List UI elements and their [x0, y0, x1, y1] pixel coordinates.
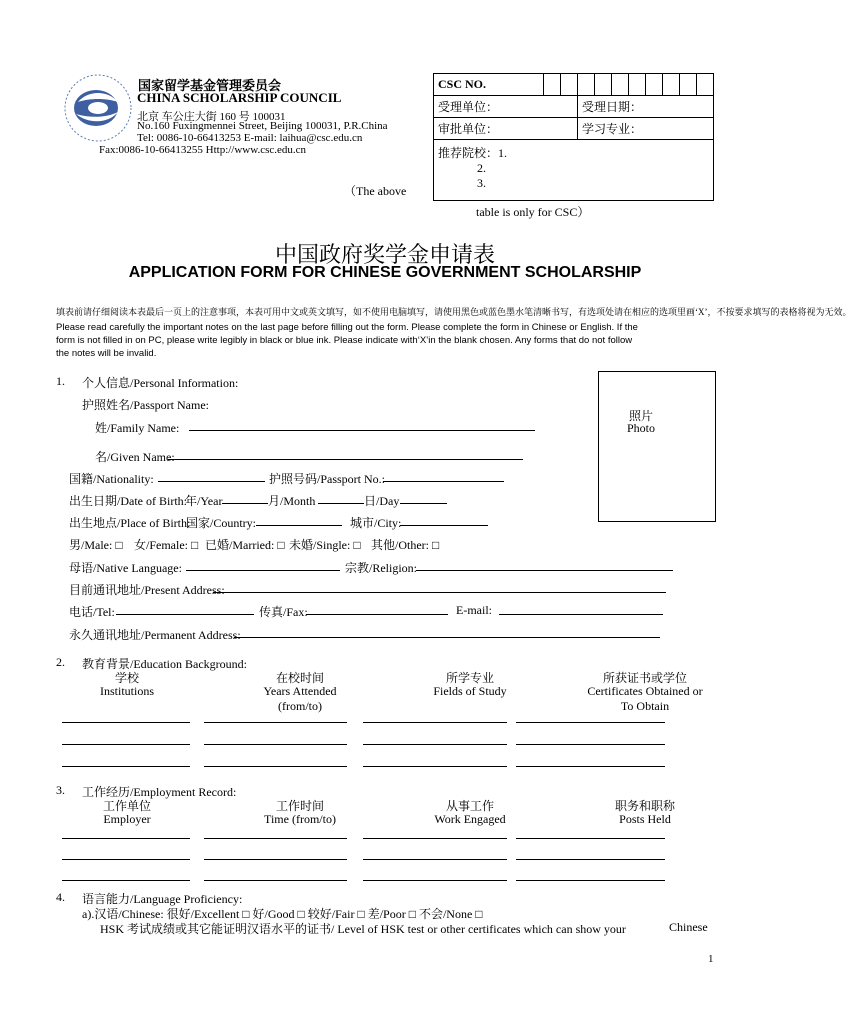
edu-col-years-en: Years Attended	[263, 684, 337, 698]
intro-en-2: form is not filled in on PC, please write legibly in black or blue ink. Please indicate with‘X’in the blank chosen. Any forms that do not follow	[56, 335, 633, 346]
photo-label-en: Photo	[626, 421, 655, 435]
given-name-field[interactable]	[168, 459, 523, 460]
emp-row-3-employer[interactable]	[62, 880, 190, 881]
dob-year-label: 年/Year	[185, 494, 223, 508]
dob-month-label: 月/Month	[268, 494, 316, 508]
pob-country-label: 国家/Country:	[186, 516, 257, 530]
emp-col-time-en: Time (from/to)	[264, 812, 336, 826]
gender-female-checkbox[interactable]: 女/Female: □	[134, 538, 199, 552]
edu-col-certs-en: Certificates Obtained or	[587, 684, 703, 698]
edu-col-certs-cn: 所获证书或学位	[602, 671, 687, 685]
address-en: No.160 Fuxingmennei Street, Beijing 100031, P.R.China	[137, 120, 388, 132]
emp-row-3-work[interactable]	[363, 880, 507, 881]
tel-label: 电话/Tel:	[69, 605, 115, 619]
single-checkbox[interactable]: 未婚/Single: □	[289, 538, 361, 552]
pob-label: 出生地点/Place of Birth:	[69, 516, 191, 530]
csc-note-left: （The above	[344, 184, 407, 198]
emp-col-posts-en: Posts Held	[619, 812, 671, 826]
edu-row-1-years[interactable]	[204, 722, 347, 723]
emp-col-posts-cn: 职务和职称	[614, 799, 675, 813]
address-cn: 北京 车公庄大街 160 号 100031	[137, 111, 286, 123]
present-address-label: 目前通讯地址/Present Address:	[69, 583, 225, 597]
pob-city-field[interactable]	[400, 525, 488, 526]
csc-no-label: CSC NO.	[434, 74, 544, 96]
pob-country-field[interactable]	[256, 525, 342, 526]
nationality-label: 国籍/Nationality:	[69, 472, 154, 486]
edu-row-2-field[interactable]	[363, 744, 507, 745]
s1-title: 个人信息/Personal Information:	[82, 376, 239, 390]
edu-row-3-cert[interactable]	[516, 766, 665, 767]
csc-item-2: 2.	[477, 161, 486, 175]
intro-en-1: Please read carefully the important notes on the last page before filling out the form. Please complete the form in Chinese or English. If the	[56, 322, 638, 333]
csc-cell-major: 学习专业：	[578, 118, 714, 140]
hsk-text-end: Chinese	[669, 920, 708, 934]
csc-logo	[58, 72, 138, 144]
religion-field[interactable]	[416, 570, 673, 571]
emp-row-1-employer[interactable]	[62, 838, 190, 839]
edu-row-3-years[interactable]	[204, 766, 347, 767]
contact-tel: Tel: 0086-10-66413253 E-mail: laihua@csc.edu.cn	[137, 132, 363, 144]
email-field[interactable]	[499, 614, 663, 615]
native-language-field[interactable]	[186, 570, 340, 571]
emp-row-2-employer[interactable]	[62, 859, 190, 860]
csc-cell-recommended	[434, 140, 714, 201]
s1-number: 1.	[56, 374, 65, 388]
emp-row-1-work[interactable]	[363, 838, 507, 839]
email-label: E-mail:	[456, 603, 492, 617]
csc-cell-accepting-date: 受理日期：	[578, 96, 714, 118]
family-name-label: 姓/Family Name:	[95, 421, 180, 435]
csc-recommended-label: 推荐院校：	[438, 146, 499, 160]
given-name-label: 名/Given Name:	[95, 450, 175, 464]
dob-month-field[interactable]	[318, 503, 364, 504]
edu-col-institutions-cn: 学校	[114, 671, 139, 685]
edu-col-fields-en: Fields of Study	[433, 684, 507, 698]
s3-title: 工作经历/Employment Record:	[82, 785, 237, 799]
edu-row-3-field[interactable]	[363, 766, 507, 767]
family-name-field[interactable]	[189, 430, 535, 431]
emp-row-2-work[interactable]	[363, 859, 507, 860]
s3-number: 3.	[56, 783, 65, 797]
csc-cell-approving-unit: 审批单位：	[434, 118, 578, 140]
nationality-field[interactable]	[158, 481, 265, 482]
page-number: 1	[708, 953, 714, 965]
emp-row-3-time[interactable]	[204, 880, 347, 881]
emp-col-employer-cn: 工作单位	[102, 799, 151, 813]
intro-cn: 填表前请仔细阅读本表最后一页上的注意事项，本表可用中文或英文填写，如不使用电脑填写，请使用黑色或蓝色墨水笔清晰书写，有选项处请在相应的选项里画‘X’，不按要求填写的表格将视为无效。	[56, 307, 852, 317]
org-name-en: CHINA SCHOLARSHIP COUNCIL	[137, 90, 342, 105]
chinese-level-options[interactable]: a).汉语/Chinese: 很好/Excellent □ 好/Good □ 较好/Fair □ 差/Poor □ 不会/None □	[82, 907, 483, 921]
dob-day-field[interactable]	[400, 503, 447, 504]
csc-office-table	[433, 73, 714, 201]
s4-number: 4.	[56, 890, 65, 904]
emp-row-2-time[interactable]	[204, 859, 347, 860]
form-title-cn: 中国政府奖学金申请表	[274, 242, 495, 267]
edu-row-1-cert[interactable]	[516, 722, 665, 723]
married-checkbox[interactable]: 已婚/Married: □	[205, 538, 285, 552]
fax-field[interactable]	[306, 614, 448, 615]
passport-no-field[interactable]	[383, 481, 504, 482]
edu-col-years-en2: (from/to)	[278, 699, 322, 713]
s2-number: 2.	[56, 655, 65, 669]
edu-col-fields-cn: 所学专业	[445, 671, 494, 685]
dob-day-label: 日/Day	[364, 494, 400, 508]
dob-label: 出生日期/Date of Birth:	[69, 494, 187, 508]
emp-row-1-time[interactable]	[204, 838, 347, 839]
org-name-cn: 国家留学基金管理委员会	[138, 78, 282, 93]
edu-row-2-years[interactable]	[204, 744, 347, 745]
permanent-address-label: 永久通讯地址/Permanent Address:	[69, 628, 241, 642]
s2-title: 教育背景/Education Background:	[82, 657, 247, 671]
religion-label: 宗教/Religion:	[345, 561, 418, 575]
emp-row-1-posts[interactable]	[516, 838, 665, 839]
hsk-text: HSK 考试成绩或其它能证明汉语水平的证书/ Level of HSK test or other certificates which can show your	[100, 922, 626, 936]
gender-male-checkbox[interactable]: 男/Male: □	[69, 538, 123, 552]
emp-col-employer-en: Employer	[103, 812, 151, 826]
edu-row-1-field[interactable]	[363, 722, 507, 723]
photo-label-cn: 照片	[628, 409, 653, 423]
permanent-address-field[interactable]	[234, 637, 660, 638]
edu-row-1-institution[interactable]	[62, 722, 190, 723]
edu-row-3-institution[interactable]	[62, 766, 190, 767]
passport-name-label: 护照姓名/Passport Name:	[82, 398, 209, 412]
emp-col-work-cn: 从事工作	[445, 799, 494, 813]
form-title-en: APPLICATION FORM FOR CHINESE GOVERNMENT SCHOLARSHIP	[128, 264, 642, 281]
native-language-label: 母语/Native Language:	[69, 561, 182, 575]
pob-city-label: 城市/City:	[350, 516, 402, 530]
other-checkbox[interactable]: 其他/Other: □	[371, 538, 440, 552]
s4-title: 语言能力/Language Proficiency:	[82, 892, 243, 906]
contact-fax: Fax:0086-10-66413255 Http://www.csc.edu.cn	[99, 144, 307, 156]
csc-note-right: table is only for CSC）	[476, 205, 590, 219]
intro-en-3: the notes will be invalid.	[56, 348, 157, 359]
edu-row-2-institution[interactable]	[62, 744, 190, 745]
passport-no-label: 护照号码/Passport No.:	[269, 472, 386, 486]
photo-box[interactable]	[598, 371, 716, 522]
fax-label: 传真/Fax:	[259, 605, 308, 619]
csc-item-1: 1.	[498, 146, 508, 160]
edu-row-2-cert[interactable]	[516, 744, 665, 745]
csc-item-3: 3.	[477, 176, 486, 190]
emp-row-2-posts[interactable]	[516, 859, 665, 860]
emp-col-work-en: Work Engaged	[434, 812, 506, 826]
emp-row-3-posts[interactable]	[516, 880, 665, 881]
edu-col-years-cn: 在校时间	[275, 671, 324, 685]
edu-col-certs-en2: To Obtain	[620, 699, 670, 713]
present-address-field[interactable]	[213, 592, 666, 593]
dob-year-field[interactable]	[222, 503, 268, 504]
csc-cell-accepting-unit: 受理单位：	[434, 96, 578, 118]
tel-field[interactable]	[116, 614, 254, 615]
emp-col-time-cn: 工作时间	[275, 799, 324, 813]
edu-col-institutions-en: Institutions	[99, 684, 154, 698]
